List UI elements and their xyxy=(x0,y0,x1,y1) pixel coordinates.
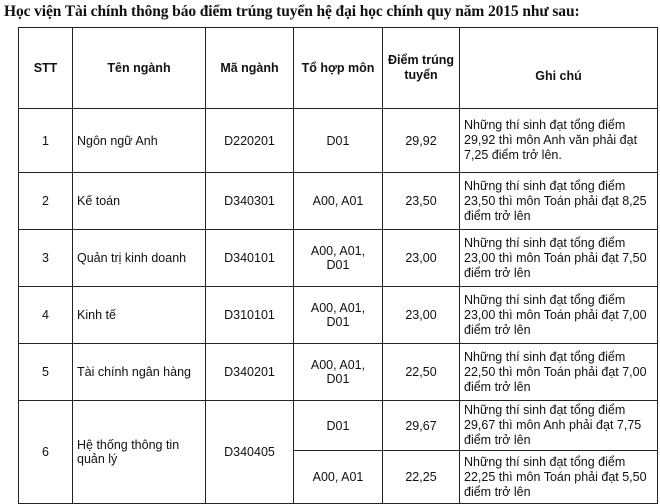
column-header-note: Ghi chú xyxy=(460,28,658,109)
cell-stt: 1 xyxy=(19,109,73,173)
cell-subject-combo: A00, A01, D01 xyxy=(294,344,383,401)
table-row xyxy=(19,230,658,287)
cell-score: 22,25 xyxy=(383,451,460,504)
cell-subject-combo: D01 xyxy=(294,109,383,173)
cell-score: 29,92 xyxy=(383,109,460,173)
table-row xyxy=(19,287,658,344)
cell-note: Những thí sinh đạt tổng điểm 22,25 thì môn Toán phải đạt 5,50 điểm trở lên xyxy=(460,451,658,504)
table-header-row xyxy=(19,28,658,109)
table-row xyxy=(19,344,658,401)
cell-subject-combo: A00, A01, D01 xyxy=(294,230,383,287)
cell-major-name: Hệ thống thông tin quản lý xyxy=(73,401,206,504)
table-row xyxy=(19,173,658,230)
cell-score: 23,50 xyxy=(383,173,460,230)
cell-note: Những thí sinh đạt tổng điểm 23,50 thì môn Toán phải đạt 8,25 điểm trở lên xyxy=(460,173,658,230)
column-header-score: Điểm trúng tuyển xyxy=(383,28,460,109)
cell-major-code: D340405 xyxy=(206,401,294,504)
cell-subject-combo: D01 xyxy=(294,401,383,451)
cell-score: 22,50 xyxy=(383,344,460,401)
admission-scores-table xyxy=(18,27,658,504)
table-row xyxy=(19,109,658,173)
cell-subject-combo: A00, A01 xyxy=(294,173,383,230)
column-header-major-code: Mã ngành xyxy=(206,28,294,109)
cell-major-name: Kế toán xyxy=(73,173,206,230)
cell-note: Những thí sinh đạt tổng điểm 22,50 thì môn Toán phải đạt 7,00 điểm trở lên xyxy=(460,344,658,401)
announcement-heading: Học viện Tài chính thông báo điểm trúng tuyển hệ đại học chính quy năm 2015 như sau: xyxy=(4,3,580,20)
cell-note: Những thí sinh đạt tổng điểm 23,00 thì môn Toán phải đạt 7,50 điểm trở lên xyxy=(460,230,658,287)
cell-major-code: D340201 xyxy=(206,344,294,401)
cell-score: 29,67 xyxy=(383,401,460,451)
cell-note: Những thí sinh đạt tổng điểm 29,67 thì môn Anh phải đạt 7,75 điểm trở lên xyxy=(460,401,658,451)
cell-score: 23,00 xyxy=(383,230,460,287)
cell-major-code: D310101 xyxy=(206,287,294,344)
cell-stt: 5 xyxy=(19,344,73,401)
cell-note: Những thí sinh đạt tổng điểm 23,00 thì môn Toán phải đạt 7,00 điểm trở lên xyxy=(460,287,658,344)
column-header-major-name: Tên ngành xyxy=(73,28,206,109)
cell-major-code: D340301 xyxy=(206,173,294,230)
cell-major-name: Kinh tế xyxy=(73,287,206,344)
column-header-stt: STT xyxy=(19,28,73,109)
cell-note: Những thí sinh đạt tổng điểm 29,92 thì môn Anh văn phải đạt 7,25 điểm trở lên. xyxy=(460,109,658,173)
cell-subject-combo: A00, A01 xyxy=(294,451,383,504)
cell-major-name: Ngôn ngữ Anh xyxy=(73,109,206,173)
cell-stt: 6 xyxy=(19,401,73,504)
table-row xyxy=(19,401,658,451)
cell-stt: 2 xyxy=(19,173,73,230)
cell-major-name: Quản trị kinh doanh xyxy=(73,230,206,287)
cell-subject-combo: A00, A01, D01 xyxy=(294,287,383,344)
cell-major-code: D340101 xyxy=(206,230,294,287)
cell-major-code: D220201 xyxy=(206,109,294,173)
cell-stt: 3 xyxy=(19,230,73,287)
cell-major-name: Tài chính ngân hàng xyxy=(73,344,206,401)
cell-score: 23,00 xyxy=(383,287,460,344)
cell-stt: 4 xyxy=(19,287,73,344)
column-header-subject-combo: Tổ hợp môn xyxy=(294,28,383,109)
